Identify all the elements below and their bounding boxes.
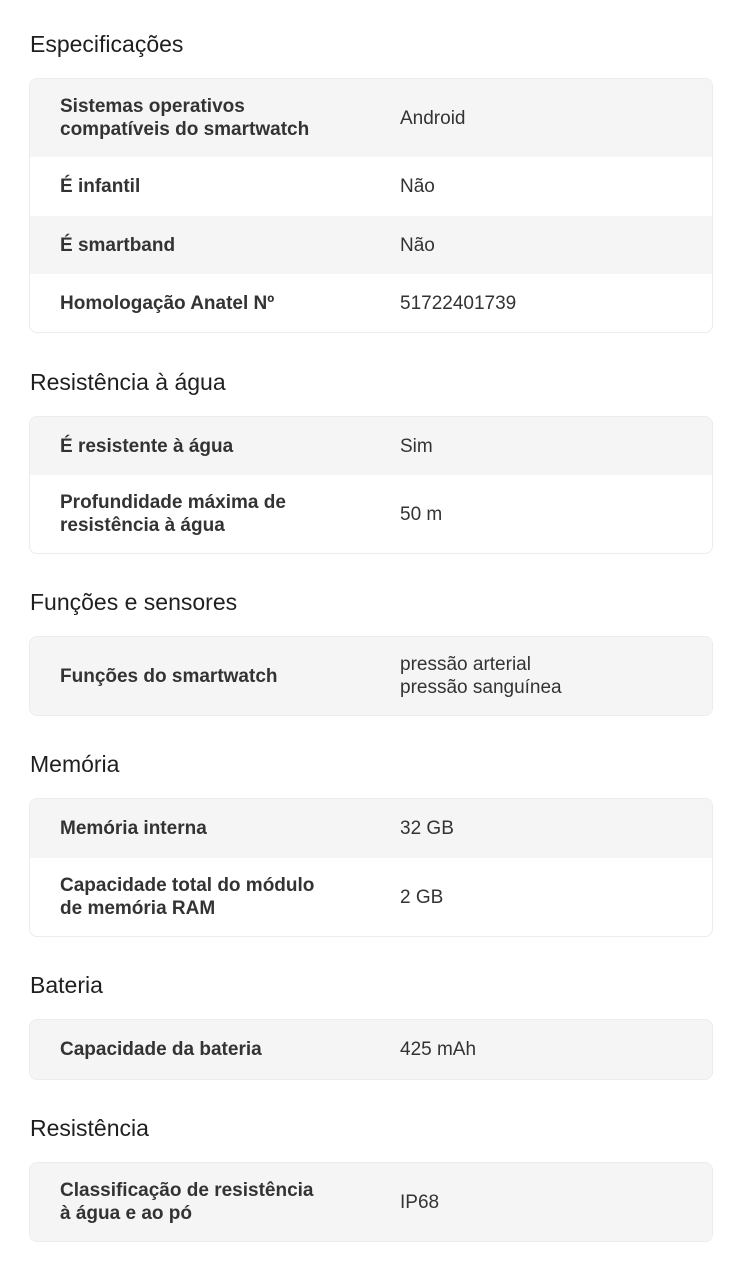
specs-table-funcoes-sensores bbox=[29, 636, 713, 716]
row-label: Classificação de resistência à água e ao pó bbox=[60, 1180, 314, 1224]
table-row bbox=[30, 858, 712, 936]
row-label: É resistente à água bbox=[60, 435, 234, 457]
table-row bbox=[30, 274, 712, 332]
table-row bbox=[30, 1163, 712, 1241]
specs-table-especificacoes bbox=[29, 78, 713, 333]
table-row bbox=[30, 637, 712, 715]
table-row bbox=[30, 157, 712, 216]
row-label: Memória interna bbox=[60, 818, 207, 839]
table-row bbox=[30, 417, 712, 475]
table-row bbox=[30, 799, 712, 858]
row-value: Android bbox=[400, 107, 466, 129]
section-title-especificacoes: Especificações bbox=[30, 31, 184, 57]
row-label: É infantil bbox=[60, 176, 141, 197]
row-value: 51722401739 bbox=[400, 292, 517, 314]
section-title-resistencia-agua: Resistência à água bbox=[30, 369, 226, 395]
row-label: Sistemas operativos compatíveis do smartwatch bbox=[60, 96, 310, 140]
section-title-memoria: Memória bbox=[30, 751, 120, 777]
row-label: Funções do smartwatch bbox=[60, 665, 278, 687]
row-value: Sim bbox=[400, 435, 433, 457]
specs-table-resistencia bbox=[29, 1162, 713, 1242]
row-value: 425 mAh bbox=[400, 1039, 477, 1060]
table-row bbox=[30, 475, 712, 553]
section-title-resistencia: Resistência bbox=[30, 1115, 149, 1141]
row-value: Não bbox=[400, 176, 435, 197]
row-value: IP68 bbox=[400, 1191, 440, 1213]
table-row bbox=[30, 1020, 712, 1079]
row-value: pressão arterial pressão sanguínea bbox=[400, 654, 562, 698]
row-value: 2 GB bbox=[400, 886, 444, 908]
row-label: Capacidade total do módulo de memória RAM bbox=[60, 875, 315, 919]
section-title-bateria: Bateria bbox=[30, 972, 103, 998]
row-value: Não bbox=[400, 234, 435, 256]
row-label: É smartband bbox=[60, 234, 176, 256]
specs-table-resistencia-agua bbox=[29, 416, 713, 554]
table-row bbox=[30, 216, 712, 274]
row-label: Homologação Anatel Nº bbox=[60, 292, 275, 314]
row-label: Capacidade da bateria bbox=[60, 1039, 262, 1060]
specs-table-bateria bbox=[29, 1019, 713, 1080]
table-row bbox=[30, 79, 712, 157]
row-label: Profundidade máxima de resistência à água bbox=[60, 492, 286, 536]
specs-table-memoria bbox=[29, 798, 713, 937]
row-value: 32 GB bbox=[400, 818, 454, 839]
section-title-funcoes-sensores: Funções e sensores bbox=[30, 589, 238, 615]
row-value: 50 m bbox=[400, 503, 443, 525]
